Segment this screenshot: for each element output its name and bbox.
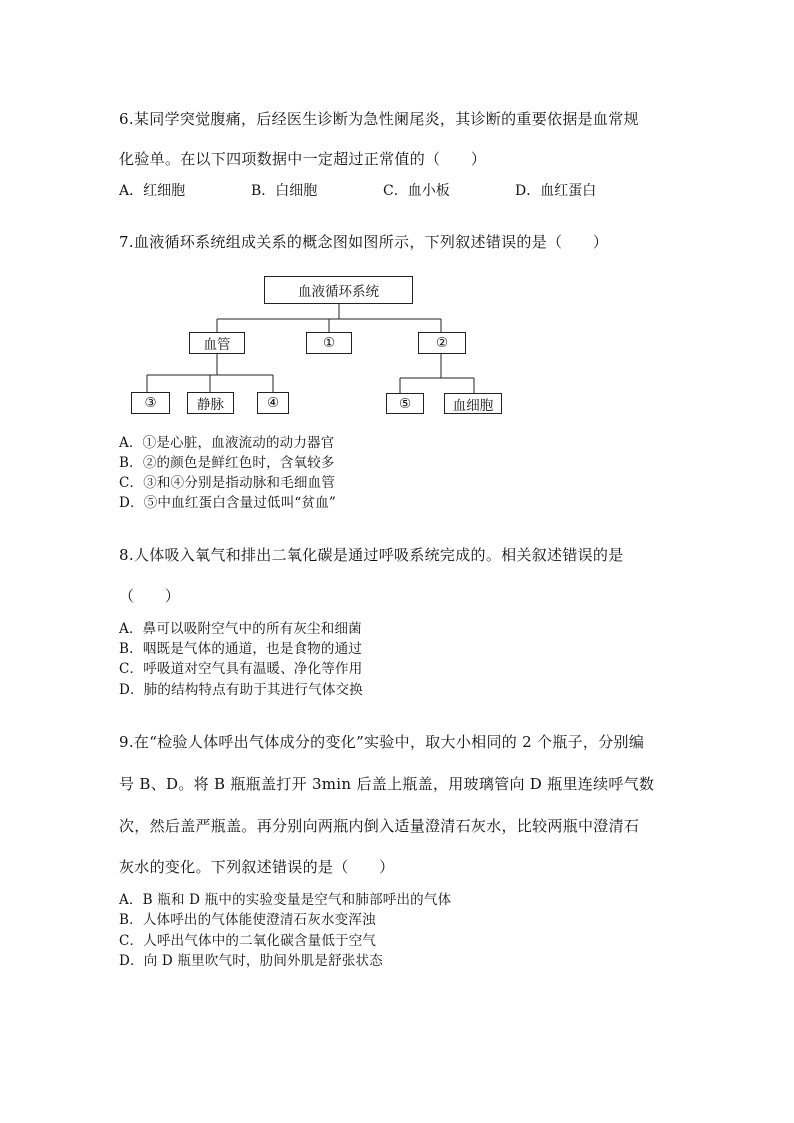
q6-option-b: B．白细胞 xyxy=(251,183,318,199)
q9-option-c: C．人呼出气体中的二氧化碳含量低于空气 xyxy=(119,933,377,949)
node-4: ④ xyxy=(257,392,289,414)
q9-stem-line2: 号 B、D。将 B 瓶瓶盖打开 3min 后盖上瓶盖，用玻璃管向 D 瓶里连续呼气数 xyxy=(119,775,655,793)
q8-stem-line1: 8.人体吸入氧气和排出二氧化碳是通过呼吸系统完成的。相关叙述错误的是 xyxy=(119,546,624,564)
q9-stem-line1: 9.在“检验人体呼出气体成分的变化”实验中，取大小相同的 2 个瓶子，分别编 xyxy=(119,733,645,751)
q7-option-a: A．①是心脏，血液流动的动力器官 xyxy=(119,435,335,451)
node-3: ③ xyxy=(131,392,170,414)
q8-stem-line2: （ ） xyxy=(119,587,181,605)
q9-stem-line3: 次，然后盖严瓶盖。再分别向两瓶内倒入适量澄清石灰水，比较两瓶中澄清石 xyxy=(119,817,640,835)
q6-option-d: D．血红蛋白 xyxy=(515,183,597,199)
q7-option-d: D．⑤中血红蛋白含量过低叫“贫血” xyxy=(119,495,337,511)
q9-stem-line4: 灰水的变化。下列叙述错误的是（ ） xyxy=(119,858,395,876)
node-1: ① xyxy=(306,332,352,354)
q6-stem-line1: 6.某同学突觉腹痛，后经医生诊断为急性阑尾炎，其诊断的重要依据是血常规 xyxy=(119,110,639,128)
node-vein: 静脉 xyxy=(187,392,234,414)
q9-option-b: B．人体呼出的气体能使澄清石灰水变浑浊 xyxy=(119,912,376,928)
node-blood-circulation-system: 血液循环系统 xyxy=(264,276,413,304)
q7-option-c: C．③和④分别是指动脉和毛细血管 xyxy=(119,475,336,491)
q6-stem-line2: 化验单。在以下四项数据中一定超过正常值的（ ） xyxy=(119,150,487,168)
node-2: ② xyxy=(418,332,466,354)
q9-option-a: A．B 瓶和 D 瓶中的实验变量是空气和肺部呼出的气体 xyxy=(119,892,452,908)
q9-option-d: D．向 D 瓶里吹气时，肋间外肌是舒张状态 xyxy=(119,953,383,969)
q7-stem: 7.血液循环系统组成关系的概念图如图所示，下列叙述错误的是（ ） xyxy=(119,233,609,251)
q6-option-a: A．红细胞 xyxy=(119,183,186,199)
q8-option-a: A．鼻可以吸附空气中的所有灰尘和细菌 xyxy=(119,621,362,637)
node-blood-vessel: 血管 xyxy=(189,332,245,354)
node-5: ⑤ xyxy=(386,393,424,414)
q7-option-b: B．②的颜色是鲜红色时，含氧较多 xyxy=(119,455,335,471)
q8-option-d: D．肺的结构特点有助于其进行气体交换 xyxy=(119,682,363,698)
q6-option-c: C．血小板 xyxy=(383,183,450,199)
q8-option-c: C．呼吸道对空气具有温暖、净化等作用 xyxy=(119,661,363,677)
node-blood-cell: 血细胞 xyxy=(444,393,502,414)
q8-option-b: B．咽既是气体的通道，也是食物的通过 xyxy=(119,641,363,657)
